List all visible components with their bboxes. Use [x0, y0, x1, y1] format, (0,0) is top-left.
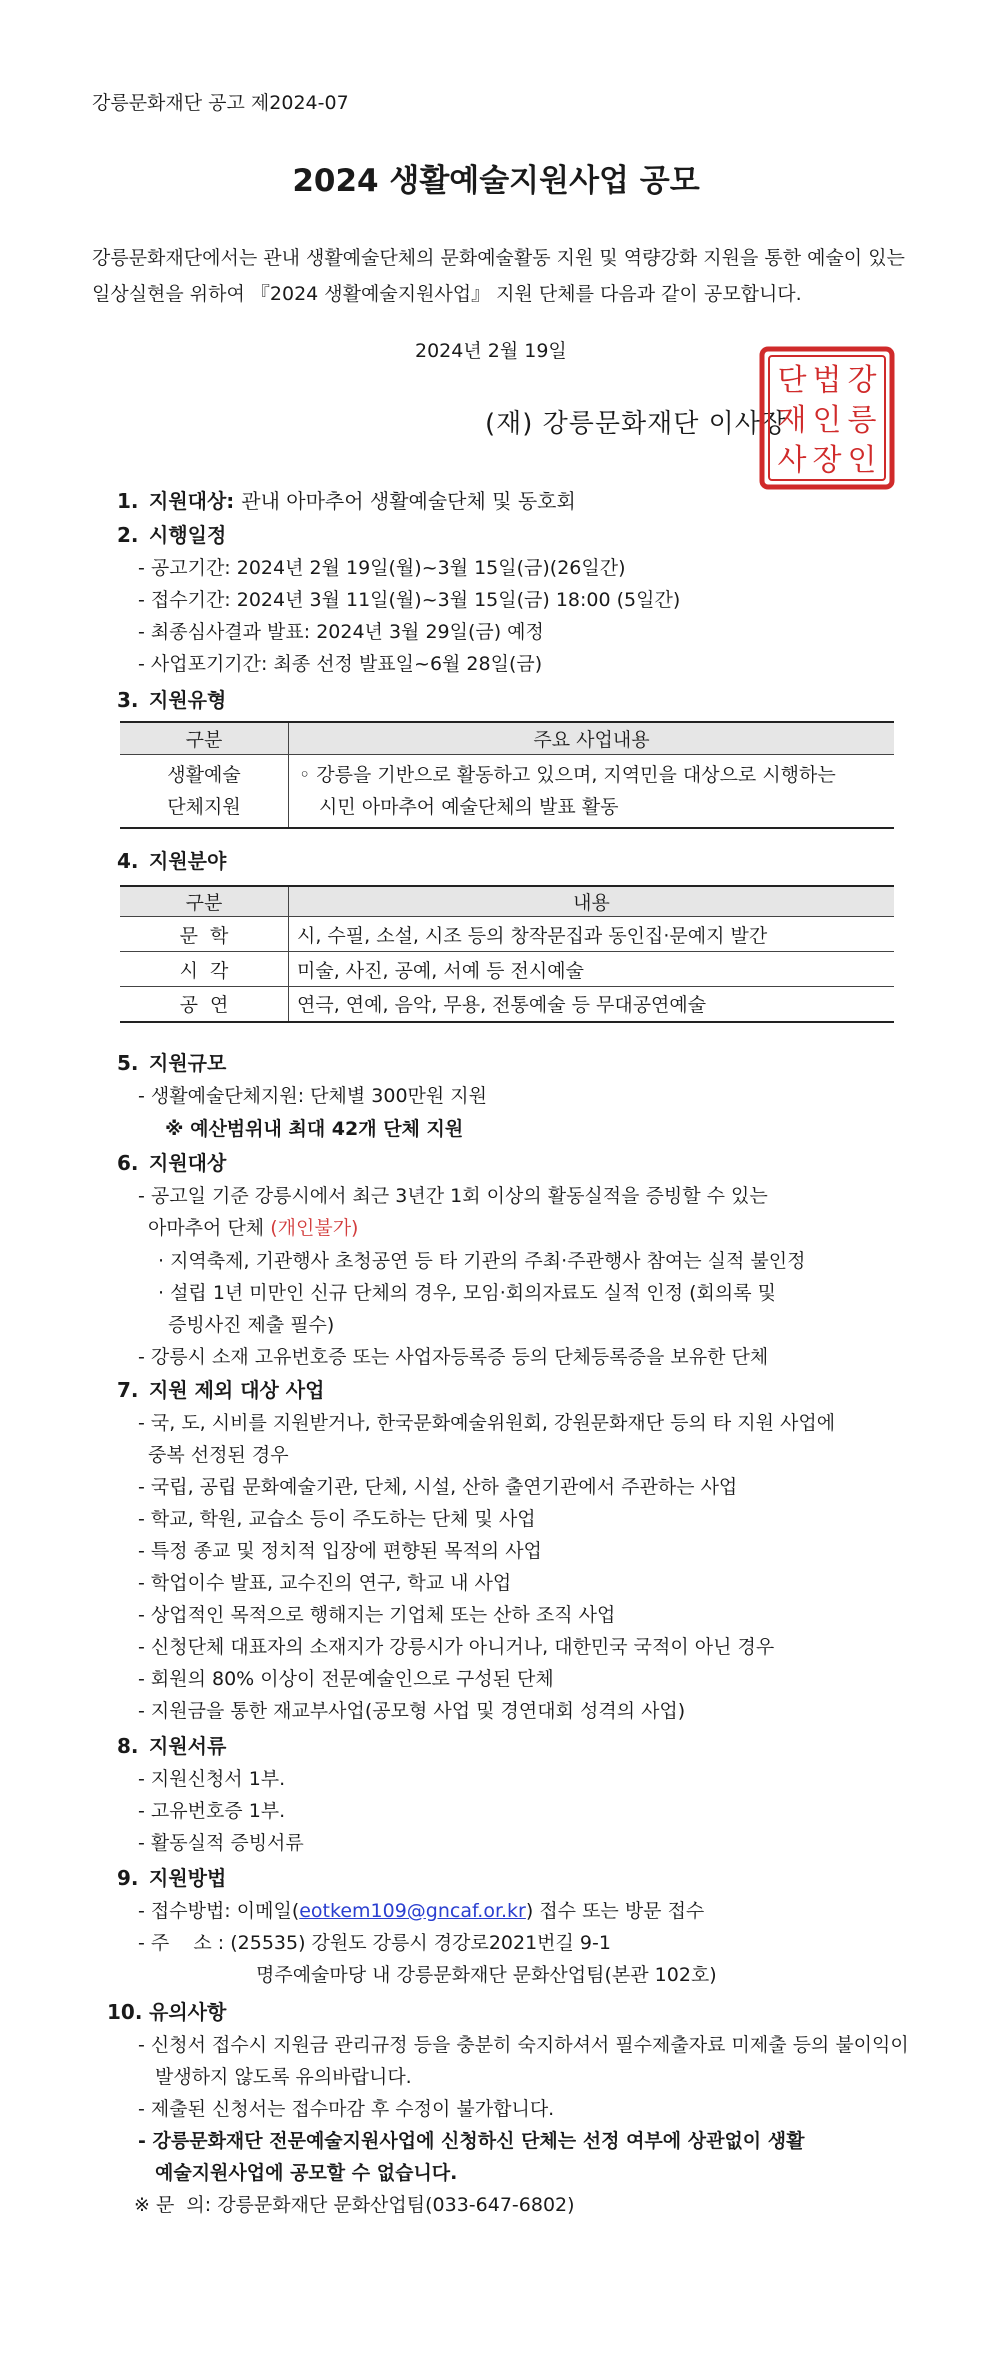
eligibility-text: 아마추어 단체: [148, 1217, 265, 1239]
section-label: 지원대상:: [149, 489, 235, 513]
section-number: 10.: [107, 2000, 143, 2024]
cell-line: ◦ 강릉을 기반으로 활동하고 있으며, 지역민을 대상으로 시행하는: [299, 763, 836, 786]
section-label: 지원 제외 대상 사업: [149, 1378, 325, 1402]
table-header: 구분: [120, 722, 289, 754]
document-item: - 활동실적 증빙서류: [138, 1832, 304, 1854]
svg-text:사: 사: [777, 443, 807, 478]
exclusion-item: - 신청단체 대표자의 소재지가 강릉시가 아니거나, 대한민국 국적이 아닌 경우: [138, 1636, 775, 1658]
address-line: - 주 소 : (25535) 강원도 강릉시 경강로2021번길 9-1: [138, 1932, 611, 1954]
section-9-method: [117, 1862, 226, 1891]
official-seal: [758, 345, 896, 491]
section-8-documents: [117, 1730, 226, 1759]
section-5-scale: [117, 1047, 226, 1076]
exclusion-item: - 상업적인 목적으로 행해지는 기업체 또는 산하 조직 사업: [138, 1604, 616, 1626]
svg-text:인: 인: [812, 403, 842, 438]
section-number: 5.: [117, 1051, 139, 1075]
table-cell: 공 연: [120, 987, 289, 1022]
section-number: 1.: [117, 489, 139, 513]
eligibility-sub-item-cont: 증빙사진 제출 필수): [168, 1314, 335, 1336]
eligibility-item: - 강릉시 소재 고유번호증 또는 사업자등록증 등의 단체등록증을 보유한 단체: [138, 1346, 769, 1368]
method-text: ) 접수 또는 방문 접수: [525, 1900, 705, 1922]
contact-info: ※ 문 의: 강릉문화재단 문화산업팀(033-647-6802): [134, 2194, 575, 2216]
section-number: 7.: [117, 1378, 139, 1402]
email-link[interactable]: eotkem109@gncaf.or.kr: [299, 1900, 526, 1922]
scale-note: ※ 예산범위내 최대 42개 단체 지원: [165, 1118, 464, 1140]
issuer-name: (재) 강릉문화재단 이사장: [485, 409, 787, 439]
table-header: 내용: [289, 886, 895, 917]
svg-text:릉: 릉: [847, 403, 877, 438]
exclusion-item-cont: 중복 선정된 경우: [148, 1444, 289, 1466]
section-number: 4.: [117, 849, 139, 873]
notes-item: - 제출된 신청서는 접수마감 후 수정이 불가합니다.: [138, 2098, 555, 2120]
notes-item: - 신청서 접수시 지원금 관리규정 등을 충분히 숙지하셔서 필수제출자료 미제출 등의 불이익이: [138, 2034, 909, 2056]
section-value: 관내 아마추어 생활예술단체 및 동호회: [241, 489, 576, 513]
table-header: 구분: [120, 886, 289, 917]
section-3-type: [117, 684, 226, 713]
section-label: 지원대상: [149, 1151, 227, 1175]
support-field-table: [120, 885, 894, 1023]
exclusion-item: - 특정 종교 및 정치적 입장에 편향된 목적의 사업: [138, 1540, 542, 1562]
section-number: 2.: [117, 523, 139, 547]
schedule-item: - 사업포기기간: 최종 선정 발표일~6월 28일(금): [138, 653, 543, 675]
eligibility-sub-item: · 지역축제, 기관행사 초청공연 등 타 기관의 주최·주관행사 참여는 실적 불인정: [158, 1250, 806, 1272]
section-10-notes: [107, 1996, 226, 2025]
section-number: 9.: [117, 1866, 139, 1890]
eligibility-sub-item: · 설립 1년 미만인 신규 단체의 경우, 모임·회의자료도 실적 인정 (회의록 및: [158, 1282, 776, 1304]
notice-date: 2024년 2월 19일: [415, 340, 567, 362]
svg-text:인: 인: [847, 443, 877, 478]
exclusion-item: - 국립, 공립 문화예술기관, 단체, 시설, 산하 출연기관에서 주관하는 사업: [138, 1476, 738, 1498]
section-label: 유의사항: [149, 2000, 227, 2024]
table-cell: [289, 754, 895, 828]
section-4-field: [117, 845, 226, 874]
schedule-item: - 접수기간: 2024년 3월 11일(월)~3월 15일(금) 18:00 (5일간): [138, 589, 681, 611]
exclusion-item: - 학업이수 발표, 교수진의 연구, 학교 내 사업: [138, 1572, 512, 1594]
notes-item-emphasis-cont: 예술지원사업에 공모할 수 없습니다.: [155, 2162, 458, 2184]
exclusion-item: - 학교, 학원, 교습소 등이 주도하는 단체 및 사업: [138, 1508, 536, 1530]
intro-paragraph: 강릉문화재단에서는 관내 생활예술단체의 문화예술활동 지원 및 역량강화 지원을 통한 예술이 있는 일상실현을 위하여 『2024 생활예술지원사업』 지원 단체를 다음과 같이 공모합니다.: [92, 247, 905, 305]
method-text: - 접수방법: 이메일(: [138, 1900, 300, 1922]
section-label: 지원유형: [149, 688, 227, 712]
scale-item: - 생활예술단체지원: 단체별 300만원 지원: [138, 1085, 487, 1107]
page-title: 2024 생활예술지원사업 공모: [292, 163, 700, 199]
document-item: - 지원신청서 1부.: [138, 1768, 286, 1790]
method-item: [138, 1896, 704, 1923]
section-number: 8.: [117, 1734, 139, 1758]
table-header: 주요 사업내용: [289, 722, 895, 754]
notes-item-emphasis: - 강릉문화재단 전문예술지원사업에 신청하신 단체는 선정 여부에 상관없이 생활: [138, 2130, 805, 2152]
section-2-schedule: [117, 519, 226, 548]
svg-text:단: 단: [777, 363, 807, 398]
cell-line: 생활예술: [167, 763, 241, 786]
section-number: 6.: [117, 1151, 139, 1175]
eligibility-item-cont: [148, 1213, 358, 1240]
cell-line: 시민 아마추어 예술단체의 발표 활동: [319, 795, 619, 818]
section-number: 3.: [117, 688, 139, 712]
schedule-item: - 최종심사결과 발표: 2024년 3월 29일(금) 예정: [138, 621, 544, 643]
svg-text:법: 법: [812, 363, 842, 398]
section-label: 시행일정: [149, 523, 227, 547]
table-cell: 미술, 사진, 공예, 서예 등 전시예술: [289, 952, 895, 987]
eligibility-item: - 공고일 기준 강릉시에서 최근 3년간 1회 이상의 활동실적을 증빙할 수 있는: [138, 1185, 768, 1207]
address-line-cont: 명주예술마당 내 강릉문화재단 문화산업팀(본관 102호): [256, 1964, 717, 1986]
section-1-target: [117, 485, 576, 514]
notes-item-cont: 발생하지 않도록 유의바랍니다.: [155, 2066, 412, 2088]
svg-text:장: 장: [812, 443, 842, 478]
table-cell: 시 각: [120, 952, 289, 987]
document-item: - 고유번호증 1부.: [138, 1800, 286, 1822]
section-label: 지원분야: [149, 849, 227, 873]
schedule-item: - 공고기간: 2024년 2월 19일(월)~3월 15일(금)(26일간): [138, 557, 626, 579]
table-cell: 문 학: [120, 917, 289, 952]
svg-text:강: 강: [847, 363, 877, 398]
individual-excluded-note: (개인불가): [270, 1217, 359, 1239]
section-6-eligibility: [117, 1147, 226, 1176]
table-cell: 시, 수필, 소설, 시조 등의 창작문집과 동인집·문예지 발간: [289, 917, 895, 952]
section-label: 지원서류: [149, 1734, 227, 1758]
svg-text:재: 재: [777, 403, 807, 438]
exclusion-item: - 지원금을 통한 재교부사업(공모형 사업 및 경연대회 성격의 사업): [138, 1700, 686, 1722]
section-label: 지원규모: [149, 1051, 227, 1075]
cell-line: 단체지원: [167, 795, 241, 818]
table-cell: [120, 754, 289, 828]
exclusion-item: - 국, 도, 시비를 지원받거나, 한국문화예술위원회, 강원문화재단 등의 타 지원 사업에: [138, 1412, 836, 1434]
table-cell: 연극, 연예, 음악, 무용, 전통예술 등 무대공연예술: [289, 987, 895, 1022]
section-7-exclusions: [117, 1374, 324, 1403]
notice-number: 강릉문화재단 공고 제2024-07: [92, 92, 349, 114]
section-label: 지원방법: [149, 1866, 227, 1890]
support-type-table: [120, 721, 894, 829]
exclusion-item: - 회원의 80% 이상이 전문예술인으로 구성된 단체: [138, 1668, 554, 1690]
